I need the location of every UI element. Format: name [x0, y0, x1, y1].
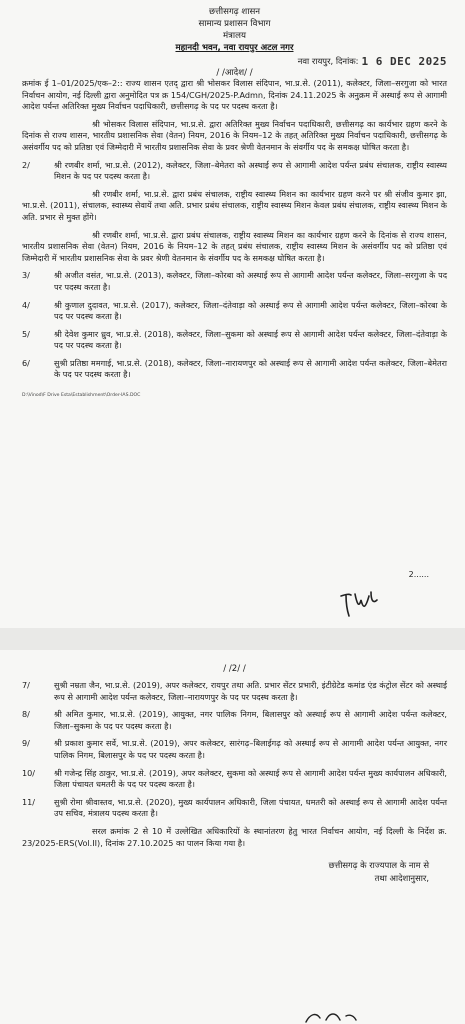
- item-text: श्री प्रकाश कुमार सर्वे, भा.प्र.से. (2019), अपर कलेक्टर, सारंगढ़–बिलाईगढ़ को अस्थाई रूप से आगामी आदेश पर्यन्त आयुक्त, नगर पालिक निगम, बिलासपुर के पद पर पदस्थ करता है।: [54, 738, 447, 760]
- item-text: श्री गजेन्द्र सिंह ठाकुर, भा.प्र.से. (2019), अपर कलेक्टर, सुकमा को अस्थाई रूप से आगामी आदेश पर्यन्त मुख्य कार्यपालन अधिकारी, जिला पंचायत धमतरी के पद पर पदस्थ करता है।: [54, 767, 447, 790]
- file-path: D:\Vinod\F Drive Esta\Establishment\Order-IAS.DOC: [22, 393, 141, 399]
- order-intro: क्रमांक ई 1–01/2025/एक–2:: राज्य शासन एतद् द्वारा श्री भोसकर विलास संदिपान, भा.प्र.से. (2011), कलेक्टर, जिला–सरगुजा को भारत निर्वाचन आयोग, नई दिल्ली द्वारा अनुमोदित पत्र क्र 154/CGH/2025-P.Admn, दिनांक 24.11.2025 के अनुक्रम में अस्थाई रूप से आगामी आदेश पर्यन्त अतिरिक्त मुख्य निर्वाचन पदाधिकारी, छत्तीसगढ़ के पद पर पदस्थ करता है।: [22, 78, 447, 112]
- item-text: श्री कुणाल दुदावत, भा.प्र.से. (2017), कलेक्टर, जिला–दंतेवाड़ा को अस्थाई रूप से आगामी आदेश पर्यन्त कलेक्टर, जिला–कोरबा के पद पर पदस्थ करता है।: [54, 299, 447, 322]
- item-text: श्री अजीत वसंत, भा.प्र.से. (2013), कलेक्टर, जिला–कोरबा को अस्थाई रूप से आगामी आदेश पर्यन्त कलेक्टर, जिला–सरगुजा के पद पर पदस्थ करता है।: [54, 270, 447, 292]
- department-name: सामान्य प्रशासन विभाग: [198, 19, 271, 29]
- signature-initials: [337, 586, 387, 620]
- item-number: 11/: [22, 796, 36, 807]
- secretariat-name: मंत्रालय: [223, 31, 246, 41]
- order-para-2c: श्री रणबीर शर्मा, भा.प्र.से. द्वारा प्रबंध संचालक, राष्ट्रीय स्वास्थ्य मिशन का कार्यभार ग्रहण करने के दिनांक से राज्य शासन, भारतीय प्रशासनिक सेवा (वेतन) नियम, 2016 के नियम–12 के तहत् प्रबंध संचालक, राष्ट्रीय स्वास्थ्य मिशन के असंवर्गीय पद को प्रतिष्ठा एवं जिम्मेदारी में भारतीय प्रशासनिक सेवा के प्रवर श्रेणी वेतनमान के संवर्गीय पद के समकक्ष घोषित करता है।: [22, 229, 447, 263]
- order-item-7: [22, 680, 447, 703]
- order-para-2b: श्री रणबीर शर्मा, भा.प्र.से. द्वारा प्रबंध संचालक, राष्ट्रीय स्वास्थ्य मिशन का कार्यभार ग्रहण करने पर श्री संजीव कुमार झा, भा.प्र.से. (2011), संचालक, स्वास्थ्य सेवायें तथा अति. प्रभार प्रबंध संचालक, राष्ट्रीय स्वास्थ्य मिशन केवल प्रबंध संचालक, राष्ट्रीय स्वास्थ्य मिशन के अति. प्रभार से मुक्त होंगे।: [22, 188, 447, 222]
- order-item-8: [22, 709, 447, 732]
- closing-line-1: छत्तीसगढ़ के राज्यपाल के नाम से: [328, 860, 429, 871]
- item-number: 8/: [22, 709, 30, 720]
- order-title: / /आदेश/ /: [216, 68, 253, 78]
- date-stamp: 1 6 DEC 2025: [361, 55, 447, 68]
- item-text: श्री रणबीर शर्मा, भा.प्र.से. (2012), कलेक्टर, जिला–बेमेतरा को अस्थाई रूप से आगामी आदेश पर्यन्त प्रबंध संचालक, राष्ट्रीय स्वास्थ्य मिशन के पद पर पदस्थ करता है।: [54, 159, 447, 182]
- item-number: 2/: [22, 159, 30, 170]
- order-item-2: [22, 160, 447, 183]
- signature-partial: [300, 1006, 360, 1024]
- order-item-9: [22, 738, 447, 761]
- item-text: श्री देवेश कुमार ध्रुव, भा.प्र.से. (2018), कलेक्टर, जिला–सुकमा को अस्थाई रूप से आगामी आदेश पर्यन्त कलेक्टर, जिला–दंतेवाड़ा के पद पर पदस्थ करता है।: [54, 328, 447, 351]
- item-text: सुश्री रोमा श्रीवास्तव, भा.प्र.से. (2020), मुख्य कार्यपालन अधिकारी, जिला पंचायत, धमतरी को अस्थाई रूप से आगामी आदेश पर्यन्त उप सचिव, मंत्रालय पदस्थ करता है।: [54, 796, 447, 819]
- item-text: सुश्री नम्रता जैन, भा.प्र.से. (2019), अपर कलेक्टर, रायपुर तथा अति. प्रभार सेंटर प्रभारी, इंटीग्रेटेड कमांड एंड कंट्रोल सेंटर को अस्थाई रूप से आगामी आदेश पर्यन्त कलेक्टर, जिला–नारायणपुर के पद पर पदस्थ करता है।: [54, 680, 447, 702]
- compliance-note: सरल क्रमांक 2 से 10 में उल्लेखित अधिकारियों के स्थानांतरण हेतु भारत निर्वाचन आयोग, नई दिल्ली के निर्देश क्र. 23/2025-ERS(Vol.II), दिनांक 27.10.2025 का पालन किया गया है।: [22, 825, 447, 848]
- order-item-6: [22, 358, 447, 381]
- order-para-1b: श्री भोसकर विलास संदिपान, भा.प्र.से. द्वारा अतिरिक्त मुख्य निर्वाचन पदाधिकारी, छत्तीसगढ़ का कार्यभार ग्रहण करने के दिनांक से राज्य शासन, भारतीय प्रशासनिक सेवा (वेतन) नियम, 2016 के नियम–12 के तहत् अतिरिक्त मुख्य निर्वाचन पदाधिकारी, छत्तीसगढ़ के असंवर्गीय पद को प्रतिष्ठा एवं जिम्मेदारी में भारतीय प्रशासनिक सेवा के प्रवर श्रेणी वेतनमान के संवर्गीय पद के समकक्ष घोषित करता है।: [22, 118, 447, 152]
- continued-marker: 2......: [408, 570, 429, 579]
- item-number: 7/: [22, 680, 30, 690]
- item-number: 4/: [22, 299, 30, 310]
- order-item-5: [22, 329, 447, 352]
- order-item-3: [22, 270, 447, 293]
- item-number: 3/: [22, 270, 30, 281]
- item-number: 9/: [22, 738, 30, 749]
- govt-name: छत्तीसगढ़ शासन: [208, 7, 261, 17]
- page-two: [0, 650, 465, 1024]
- letterhead: [22, 6, 447, 54]
- order-item-11: [22, 797, 447, 820]
- date-prefix: नवा रायपुर, दिनांक:: [297, 56, 359, 66]
- office-address: महानदी भवन, नवा रायपुर अटल नगर: [175, 43, 294, 53]
- item-number: 6/: [22, 357, 30, 368]
- closing-block: [22, 859, 447, 885]
- order-item-4: [22, 300, 447, 323]
- item-number: 10/: [22, 767, 36, 778]
- order-item-10: [22, 768, 447, 791]
- item-number: 5/: [22, 328, 30, 339]
- closing-line-2: तथा आदेशानुसार,: [374, 873, 429, 884]
- item-text: सुश्री प्रतिष्ठा ममगाई, भा.प्र.से. (2018), कलेक्टर, जिला–नारायणपुर को अस्थाई रूप से आगामी आदेश पर्यन्त कलेक्टर, जिला–बेमेतरा के पद पर पदस्थ करता है।: [54, 357, 447, 380]
- page-number-heading: / /2/ /: [223, 664, 246, 674]
- item-text: श्री अमित कुमार, भा.प्र.से. (2019), आयुक्त, नगर पालिक निगम, बिलासपुर को अस्थाई रूप से आगामी आदेश पर्यन्त कलेक्टर, जिला–सुकमा के पद पर पदस्थ करता है।: [54, 709, 447, 731]
